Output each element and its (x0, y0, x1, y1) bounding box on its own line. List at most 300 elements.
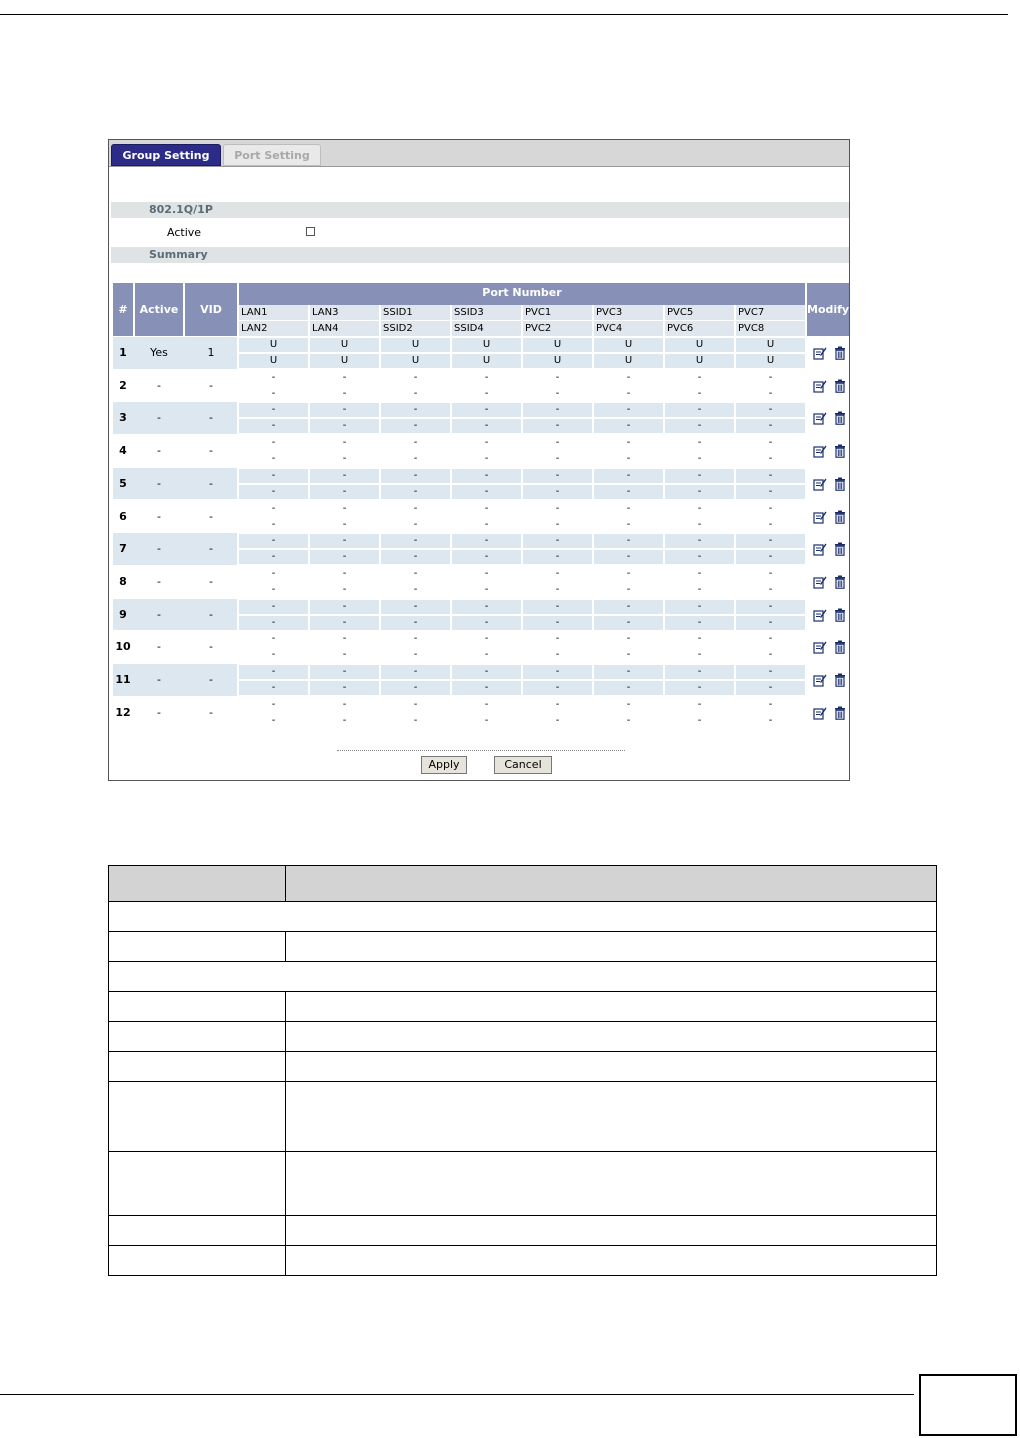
section-title-summary: Summary (149, 248, 208, 261)
row-number: 4 (119, 444, 127, 458)
row-number: 12 (115, 705, 131, 719)
edit-icon[interactable] (813, 411, 827, 425)
port-cell: - (271, 485, 276, 497)
active-checkbox[interactable] (306, 227, 315, 236)
trash-icon[interactable] (833, 673, 847, 687)
port-cell: - (697, 485, 702, 497)
port-cell: - (413, 469, 418, 481)
row-vid: - (209, 640, 213, 654)
port-cell: - (413, 600, 418, 612)
port-cell: - (484, 387, 489, 399)
port-cell: - (697, 698, 702, 710)
port-cell: - (342, 633, 347, 645)
row-active: - (157, 444, 161, 458)
port-cell: - (768, 371, 773, 383)
port-cell: - (484, 666, 489, 677)
port-cell: - (484, 698, 489, 710)
row-number: 2 (119, 378, 127, 392)
port-cell: - (413, 387, 418, 399)
tab-port-setting[interactable]: Port Setting (223, 144, 321, 166)
port-label: PVC7 (736, 305, 805, 320)
port-cell: - (484, 600, 489, 612)
port-cell: - (626, 453, 631, 465)
trash-icon[interactable] (833, 608, 847, 622)
port-cell: - (413, 485, 418, 497)
port-cell: - (342, 453, 347, 465)
header-port-number: Port Number (239, 283, 805, 303)
port-cell: - (555, 371, 560, 383)
port-cell: - (768, 714, 773, 726)
port-cell: U (766, 355, 775, 366)
port-cell: - (697, 714, 702, 726)
port-cell: - (413, 567, 418, 579)
description-label-cell (109, 1246, 286, 1276)
port-cell: - (342, 437, 347, 449)
port-cell: U (624, 339, 633, 350)
port-cell: - (768, 420, 773, 432)
port-label: LAN3 (310, 305, 379, 320)
port-cell: - (626, 583, 631, 595)
port-cell: - (271, 633, 276, 645)
port-cell: - (626, 616, 631, 628)
port-label: PVC2 (523, 321, 592, 336)
port-cell: - (626, 535, 631, 547)
header-active: Active (135, 283, 183, 336)
port-cell: - (413, 453, 418, 465)
row-number: 3 (119, 411, 127, 425)
trash-icon[interactable] (833, 411, 847, 425)
port-cell: - (484, 649, 489, 661)
description-row (109, 1152, 937, 1216)
port-cell: - (555, 518, 560, 530)
port-label: LAN4 (310, 321, 379, 336)
port-cell: - (271, 518, 276, 530)
port-cell: - (342, 649, 347, 661)
port-cell: U (340, 355, 349, 366)
row-active: Yes (150, 346, 168, 359)
port-cell: - (484, 420, 489, 432)
port-cell: - (626, 600, 631, 612)
port-cell: - (413, 551, 418, 563)
description-text-cell (286, 1216, 937, 1246)
description-row (109, 1082, 937, 1152)
port-cell: - (555, 485, 560, 497)
edit-icon[interactable] (813, 510, 827, 524)
vlan-group-setting-screen (108, 139, 850, 781)
port-cell: - (555, 714, 560, 726)
port-cell: - (768, 682, 773, 693)
port-cell: - (768, 616, 773, 628)
port-cell: - (768, 600, 773, 612)
port-cell: - (626, 485, 631, 497)
port-cell: - (342, 535, 347, 547)
port-cell: - (555, 437, 560, 449)
row-active: - (157, 542, 161, 556)
port-cell: - (697, 616, 702, 628)
port-cell: - (271, 371, 276, 383)
edit-icon[interactable] (813, 379, 827, 393)
port-cell: - (555, 583, 560, 595)
port-cell: U (553, 339, 562, 350)
port-cell: - (271, 437, 276, 449)
edit-icon[interactable] (813, 444, 827, 458)
port-cell: - (626, 420, 631, 432)
port-cell: - (413, 404, 418, 416)
port-cell: - (342, 567, 347, 579)
description-text-cell (286, 1152, 937, 1216)
port-cell: - (697, 666, 702, 677)
section-header-vlan (111, 202, 849, 218)
row-vid: - (209, 705, 213, 719)
edit-icon[interactable] (813, 706, 827, 720)
row-vid: - (209, 607, 213, 621)
edit-icon[interactable] (813, 477, 827, 491)
row-active: - (157, 574, 161, 588)
port-cell: - (484, 714, 489, 726)
port-cell: - (626, 551, 631, 563)
edit-icon[interactable] (813, 542, 827, 556)
port-cell: - (768, 649, 773, 661)
trash-icon[interactable] (833, 379, 847, 393)
port-cell: - (697, 600, 702, 612)
port-cell: - (342, 698, 347, 710)
port-cell: - (484, 485, 489, 497)
description-row (109, 1246, 937, 1276)
port-cell: - (555, 682, 560, 693)
trash-icon[interactable] (833, 444, 847, 458)
port-cell: - (413, 616, 418, 628)
description-section-cell (109, 902, 937, 932)
description-section-cell (109, 962, 937, 992)
port-cell: U (482, 339, 491, 350)
trash-icon[interactable] (833, 477, 847, 491)
description-section-row (109, 962, 937, 992)
port-cell: - (626, 387, 631, 399)
row-number: 8 (119, 574, 127, 588)
row-number: 5 (119, 476, 127, 490)
port-cell: - (271, 453, 276, 465)
port-cell: - (413, 682, 418, 693)
port-cell: - (626, 404, 631, 416)
port-label: SSID1 (381, 305, 450, 320)
port-label: PVC5 (665, 305, 734, 320)
port-cell: - (768, 469, 773, 481)
port-cell: - (342, 387, 347, 399)
edit-icon[interactable] (813, 346, 827, 360)
port-cell: - (697, 633, 702, 645)
port-cell: - (626, 682, 631, 693)
trash-icon[interactable] (833, 706, 847, 720)
port-cell: - (271, 666, 276, 677)
port-cell: - (484, 633, 489, 645)
row-active: - (157, 378, 161, 392)
port-cell: - (555, 633, 560, 645)
port-cell: - (271, 616, 276, 628)
port-cell: - (768, 502, 773, 514)
port-cell: - (484, 437, 489, 449)
port-cell: - (413, 649, 418, 661)
port-cell: - (413, 583, 418, 595)
port-cell: - (271, 600, 276, 612)
port-cell: U (411, 339, 420, 350)
port-cell: - (484, 404, 489, 416)
row-number: 9 (119, 607, 127, 621)
button-divider (337, 750, 625, 751)
port-cell: - (697, 567, 702, 579)
description-text-cell (286, 1082, 937, 1152)
description-header-row (109, 866, 937, 902)
description-table (108, 865, 937, 1276)
port-cell: - (697, 371, 702, 383)
trash-icon[interactable] (833, 575, 847, 589)
port-cell: - (697, 469, 702, 481)
port-cell: - (697, 682, 702, 693)
port-cell: - (413, 714, 418, 726)
port-cell: - (697, 420, 702, 432)
port-cell: - (626, 666, 631, 677)
port-cell: - (271, 583, 276, 595)
row-vid: - (209, 574, 213, 588)
edit-icon[interactable] (813, 608, 827, 622)
description-row (109, 1052, 937, 1082)
port-cell: - (271, 502, 276, 514)
port-label: PVC8 (736, 321, 805, 336)
port-cell: U (624, 355, 633, 366)
port-cell: - (271, 404, 276, 416)
port-cell: - (768, 485, 773, 497)
port-cell: - (484, 502, 489, 514)
trash-icon[interactable] (833, 542, 847, 556)
description-label-cell (109, 992, 286, 1022)
port-cell: - (342, 420, 347, 432)
description-text-cell (286, 932, 937, 962)
port-cell: - (342, 404, 347, 416)
description-row (109, 992, 937, 1022)
port-label: SSID4 (452, 321, 521, 336)
description-section-row (109, 902, 937, 932)
port-cell: U (766, 339, 775, 350)
port-cell: - (484, 583, 489, 595)
trash-icon[interactable] (833, 510, 847, 524)
port-cell: - (768, 633, 773, 645)
header-num: # (113, 283, 133, 336)
port-cell: - (697, 404, 702, 416)
row-active: - (157, 673, 161, 686)
port-cell: - (697, 518, 702, 530)
port-cell: - (555, 698, 560, 710)
port-cell: - (697, 551, 702, 563)
tab-bar (109, 140, 849, 167)
row-vid: - (209, 444, 213, 458)
port-cell: - (768, 567, 773, 579)
port-cell: - (342, 616, 347, 628)
port-cell: - (413, 633, 418, 645)
port-cell: - (697, 649, 702, 661)
row-active: - (157, 509, 161, 523)
active-label: Active (167, 226, 202, 239)
port-cell: - (342, 371, 347, 383)
port-label: SSID2 (381, 321, 450, 336)
port-cell: - (271, 698, 276, 710)
vlan-summary-table (113, 283, 849, 735)
port-cell: - (555, 567, 560, 579)
port-cell: - (413, 371, 418, 383)
header-vid: VID (185, 283, 237, 336)
port-cell: - (768, 698, 773, 710)
tab-group-setting[interactable]: Group Setting (111, 144, 221, 166)
row-active: - (157, 411, 161, 425)
port-cell: - (271, 551, 276, 563)
port-cell: - (555, 469, 560, 481)
port-cell: - (555, 616, 560, 628)
description-text-cell (286, 992, 937, 1022)
port-cell: - (626, 502, 631, 514)
port-cell: - (768, 387, 773, 399)
port-label: PVC1 (523, 305, 592, 320)
port-cell: - (626, 437, 631, 449)
port-cell: - (271, 682, 276, 693)
port-cell: - (484, 535, 489, 547)
port-cell: - (342, 583, 347, 595)
row-vid: - (209, 411, 213, 425)
row-number: 1 (119, 346, 127, 359)
port-cell: - (271, 535, 276, 547)
edit-icon[interactable] (813, 673, 827, 687)
port-cell: - (271, 420, 276, 432)
port-cell: U (695, 339, 704, 350)
header-modify: Modify (807, 283, 849, 336)
port-cell: - (484, 682, 489, 693)
row-active: - (157, 607, 161, 621)
port-cell: U (695, 355, 704, 366)
port-cell: - (626, 371, 631, 383)
port-cell: - (555, 387, 560, 399)
port-cell: U (553, 355, 562, 366)
page-bottom-rule (0, 1394, 914, 1395)
port-cell: - (697, 583, 702, 595)
port-cell: - (555, 404, 560, 416)
description-row (109, 932, 937, 962)
port-cell: - (626, 698, 631, 710)
port-cell: - (555, 420, 560, 432)
row-vid: - (209, 476, 213, 490)
port-cell: - (768, 583, 773, 595)
port-cell: - (271, 649, 276, 661)
port-cell: - (342, 502, 347, 514)
port-label: PVC3 (594, 305, 663, 320)
section-header-summary (111, 247, 849, 263)
port-cell: U (411, 355, 420, 366)
row-active: - (157, 705, 161, 719)
page-number-box (919, 1374, 1017, 1436)
description-row (109, 1022, 937, 1052)
row-vid: - (209, 378, 213, 392)
description-text-cell (286, 1022, 937, 1052)
port-cell: - (342, 518, 347, 530)
port-cell: - (555, 666, 560, 677)
port-cell: - (626, 714, 631, 726)
port-cell: - (342, 600, 347, 612)
port-cell: - (484, 469, 489, 481)
cancel-button[interactable]: Cancel (494, 756, 552, 774)
port-cell: - (768, 535, 773, 547)
description-row (109, 1216, 937, 1246)
port-cell: - (626, 469, 631, 481)
row-vid: - (209, 509, 213, 523)
port-label: PVC6 (665, 321, 734, 336)
port-cell: - (271, 469, 276, 481)
port-cell: U (482, 355, 491, 366)
port-cell: - (768, 551, 773, 563)
port-cell: - (413, 518, 418, 530)
port-cell: - (697, 502, 702, 514)
trash-icon[interactable] (833, 640, 847, 654)
port-cell: - (413, 666, 418, 677)
description-header-label (109, 866, 286, 902)
port-cell: - (626, 649, 631, 661)
port-cell: - (484, 551, 489, 563)
section-title-vlan: 802.1Q/1P (149, 203, 213, 216)
port-cell: - (484, 616, 489, 628)
port-cell: - (342, 666, 347, 677)
trash-icon[interactable] (833, 346, 847, 360)
port-cell: - (555, 453, 560, 465)
port-cell: - (484, 567, 489, 579)
description-label-cell (109, 932, 286, 962)
port-label: PVC4 (594, 321, 663, 336)
port-cell: - (271, 387, 276, 399)
port-cell: - (342, 485, 347, 497)
port-cell: - (697, 387, 702, 399)
port-cell: - (413, 420, 418, 432)
port-cell: - (342, 469, 347, 481)
port-cell: - (768, 518, 773, 530)
row-number: 6 (119, 509, 127, 523)
port-cell: - (271, 567, 276, 579)
port-cell: - (413, 502, 418, 514)
port-cell: - (768, 437, 773, 449)
port-cell: - (626, 633, 631, 645)
description-label-cell (109, 1022, 286, 1052)
description-text-cell (286, 1052, 937, 1082)
port-cell: - (626, 567, 631, 579)
row-number: 10 (115, 640, 131, 654)
port-cell: - (342, 682, 347, 693)
port-cell: - (413, 535, 418, 547)
port-cell: - (768, 666, 773, 677)
row-active: - (157, 640, 161, 654)
port-cell: - (484, 371, 489, 383)
port-cell: - (555, 649, 560, 661)
port-cell: - (413, 437, 418, 449)
port-cell: - (484, 518, 489, 530)
port-cell: - (342, 551, 347, 563)
port-cell: U (269, 339, 278, 350)
edit-icon[interactable] (813, 640, 827, 654)
port-label: SSID3 (452, 305, 521, 320)
port-cell: - (697, 535, 702, 547)
port-cell: - (555, 551, 560, 563)
row-active: - (157, 476, 161, 490)
edit-icon[interactable] (813, 575, 827, 589)
row-number: 11 (115, 673, 131, 686)
description-label-cell (109, 1052, 286, 1082)
port-cell: - (555, 502, 560, 514)
port-label: LAN2 (239, 321, 308, 336)
port-cell: U (269, 355, 278, 366)
description-text-cell (286, 1246, 937, 1276)
apply-button[interactable]: Apply (421, 756, 467, 774)
